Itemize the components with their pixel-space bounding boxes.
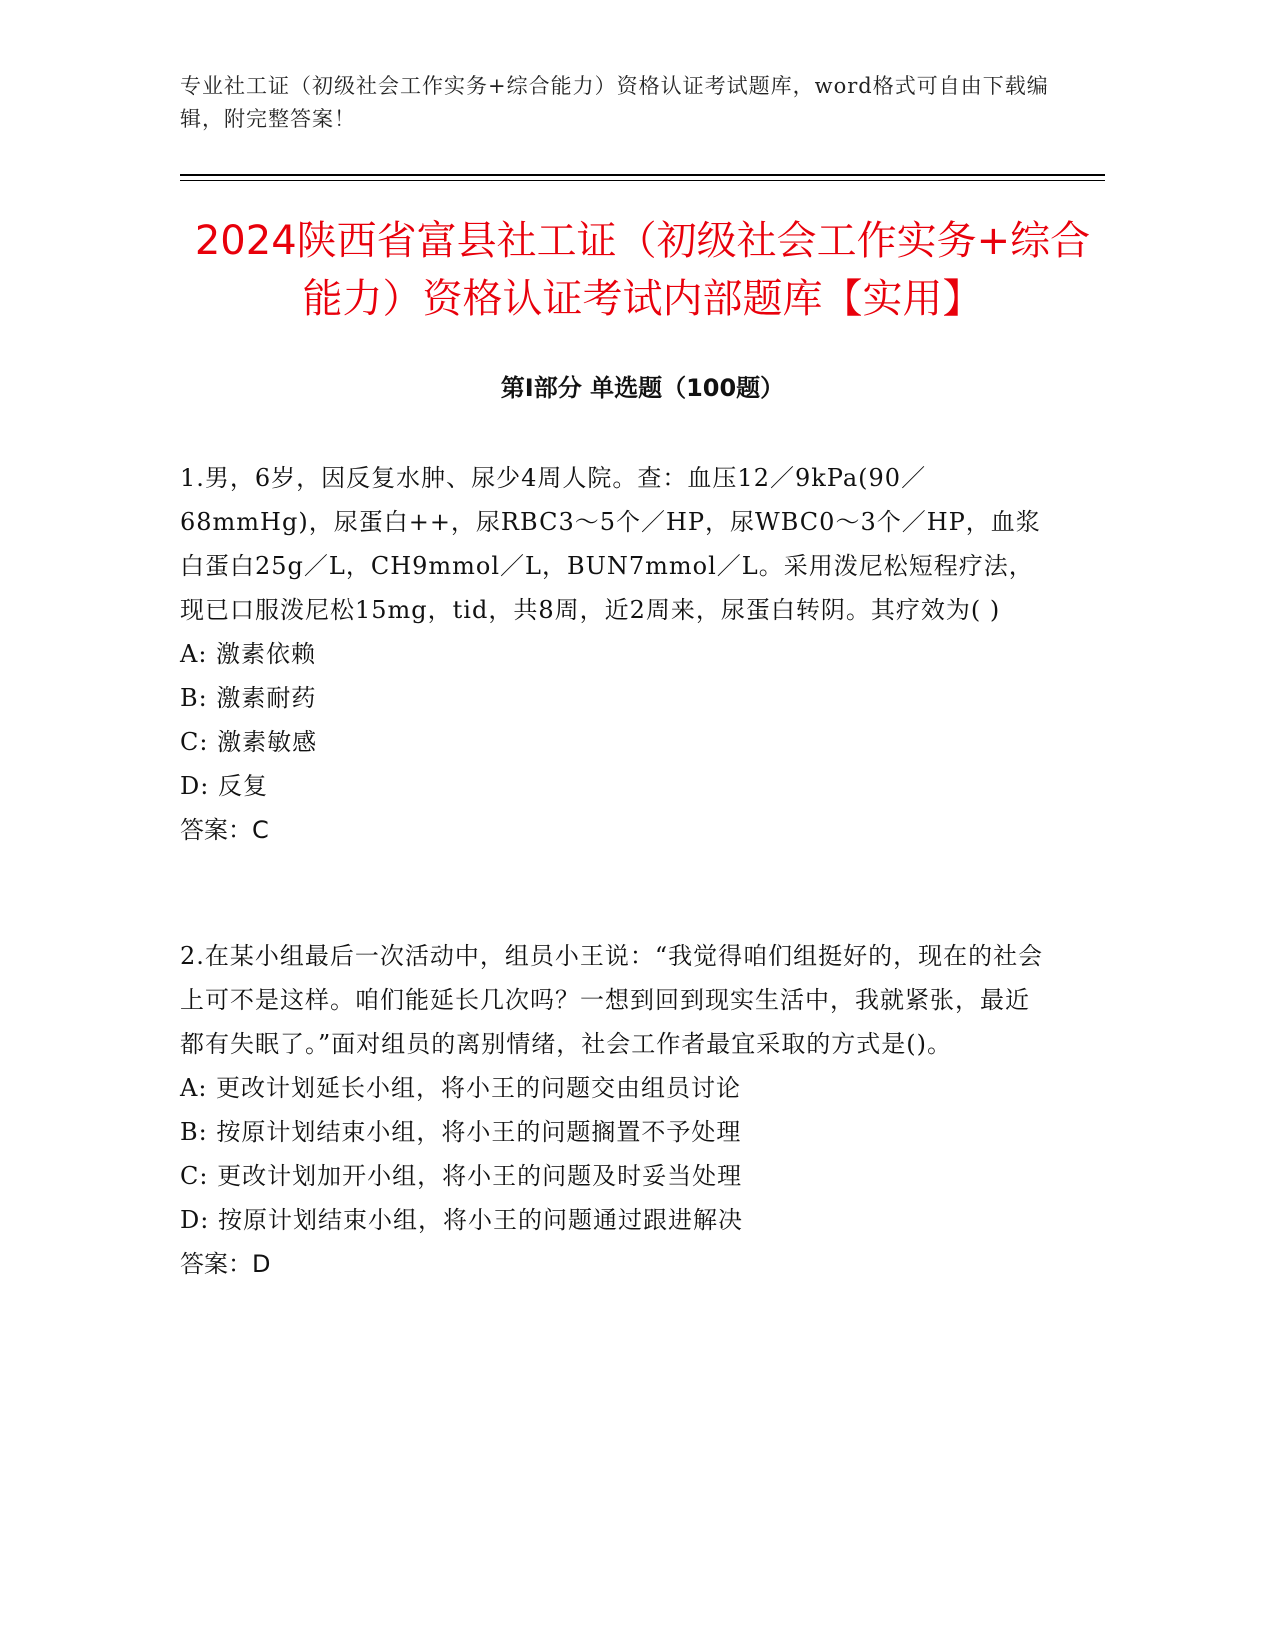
header-divider-thick [180,174,1105,176]
answer-line: 答案：C [180,816,269,844]
document-title: 2024陕西省富县社工证（初级社会工作实务+综合能力）资格认证考试内部题库【实用】 [194,218,1091,322]
option-b: B: 激素耐药 [180,684,317,712]
option-a: A: 更改计划延长小组，将小王的问题交由组员讨论 [180,1074,742,1102]
header-divider-thin [180,180,1105,181]
option-d: D: 反复 [180,772,268,800]
answer-line: 答案：D [180,1250,271,1278]
option-c: C: 激素敏感 [180,728,318,756]
question-1 [180,456,1050,852]
section-heading: 第I部分 单选题（100题） [500,374,785,402]
header-note: 专业社工证（初级社会工作实务+综合能力）资格认证考试题库，word格式可自由下载编辑，附完整答案！ [180,74,1049,131]
option-a: A: 激素依赖 [180,640,317,668]
option-d: D: 按原计划结束小组，将小王的问题通过跟进解决 [180,1206,743,1234]
question-2 [180,934,1050,1286]
option-b: B: 按原计划结束小组，将小王的问题搁置不予处理 [180,1118,742,1146]
question-stem: 1.男，6岁，因反复水肿、尿少4周人院。查：血压12／9kPa(90／68mmHg)，尿蛋白++，尿RBC3～5个／HP，尿WBC0～3个／HP，血浆白蛋白25g／L，CH9mmol／L，BUN7mmol／L。采用泼尼松短程疗法，现已口服泼尼松15mg，tid，共8周，近2周来，尿蛋白转阴。其疗效为( ) [180,464,1041,624]
option-c: C: 更改计划加开小组，将小王的问题及时妥当处理 [180,1162,743,1190]
question-stem: 2.在某小组最后一次活动中，组员小王说：“我觉得咱们组挺好的，现在的社会上可不是这样。咱们能延长几次吗？一想到回到现实生活中，我就紧张，最近都有失眠了。”面对组员的离别情绪，社会工作者最宜采取的方式是()。 [180,942,1044,1058]
